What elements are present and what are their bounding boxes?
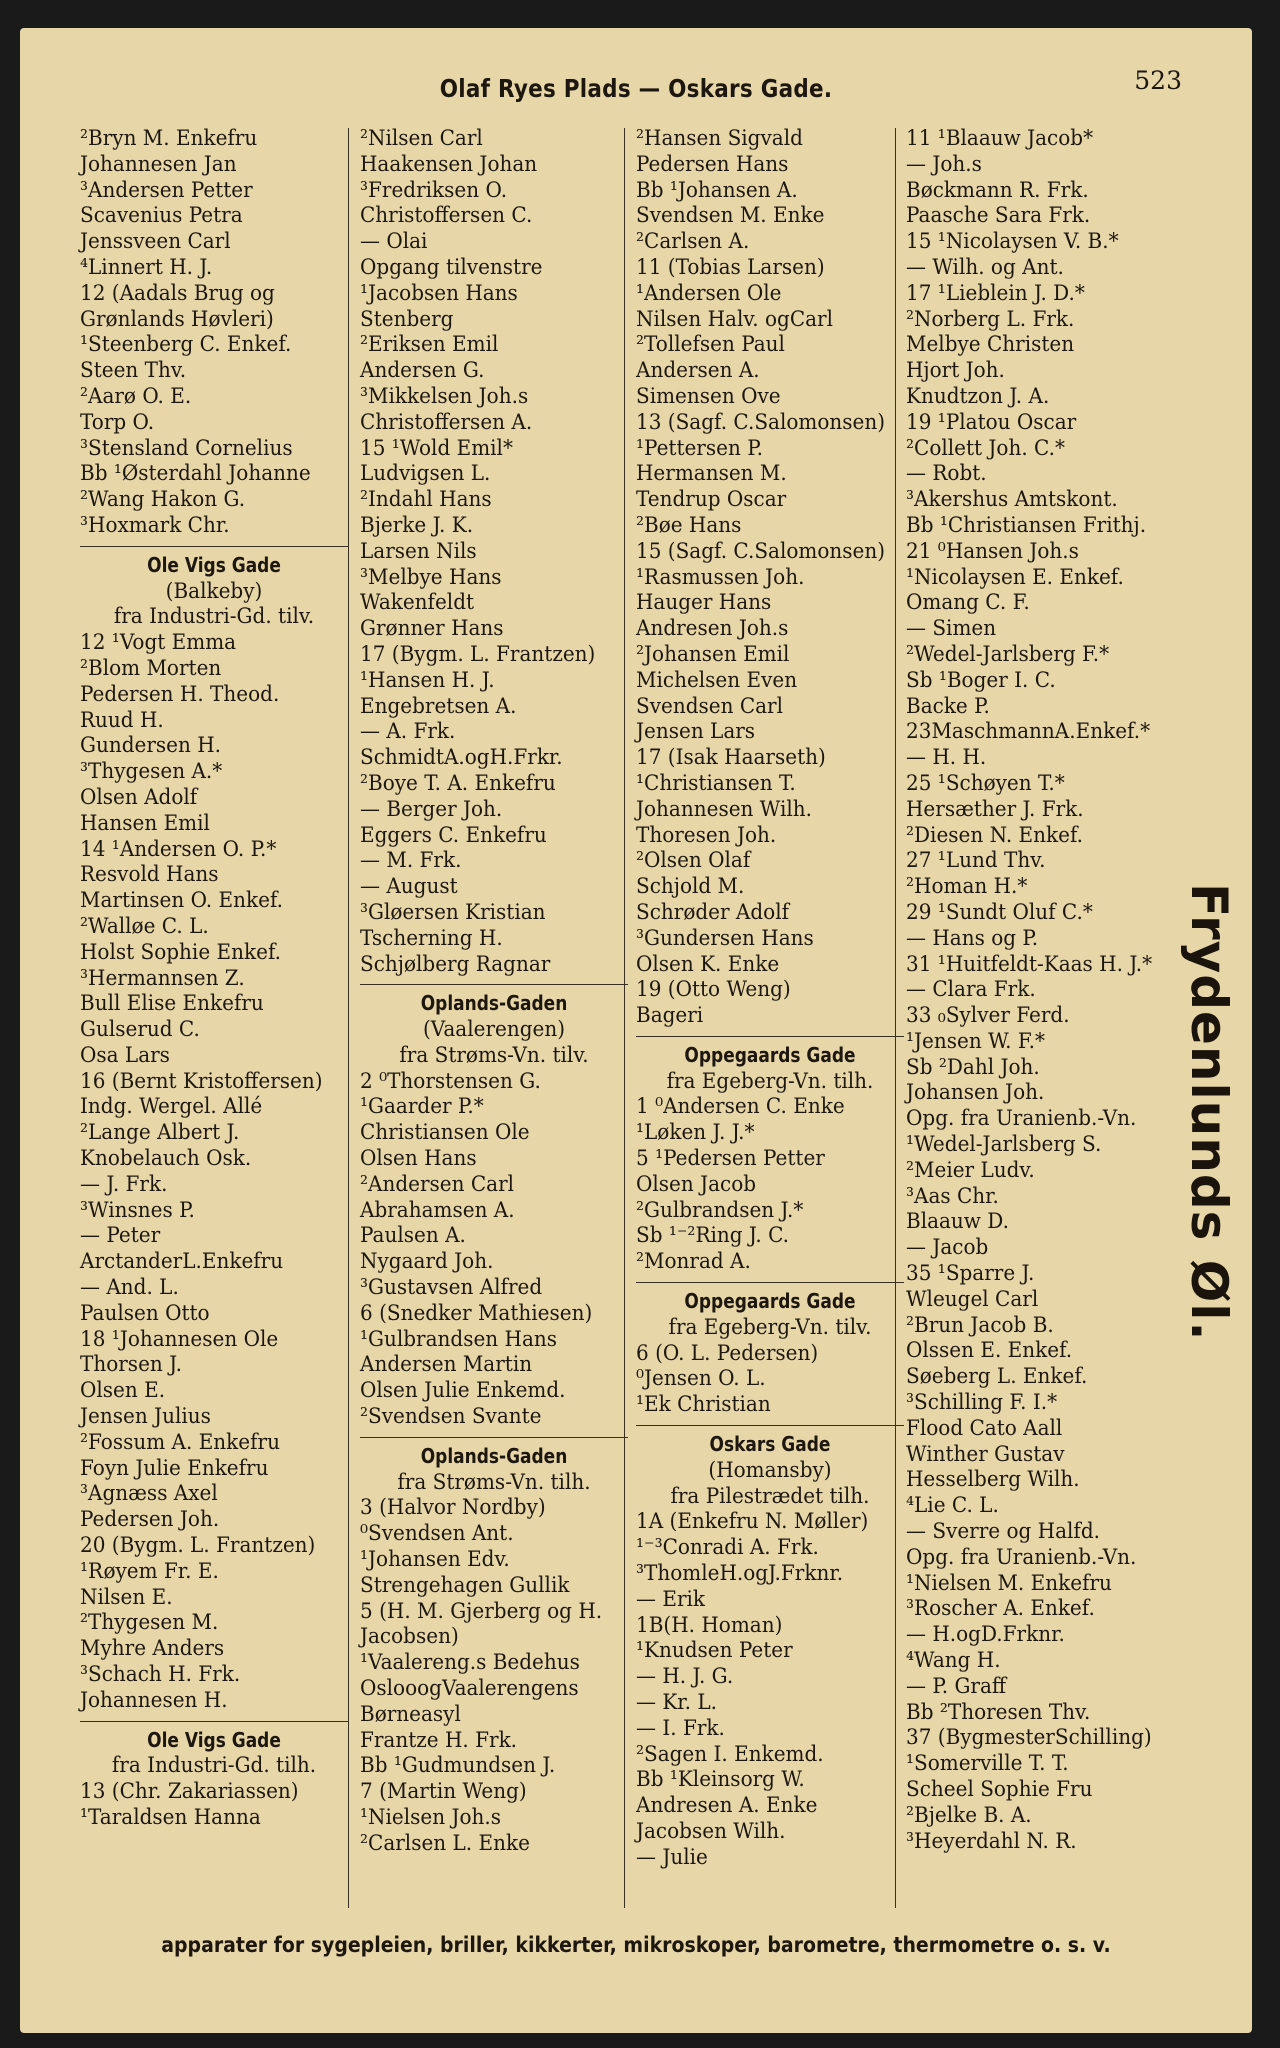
directory-entry: — H. H. xyxy=(906,745,987,771)
directory-column-4 xyxy=(906,126,1196,1854)
directory-entry: ¹Jensen W. F.* xyxy=(906,1028,1045,1054)
directory-entry: Pedersen H. Theod. xyxy=(80,681,280,707)
directory-entry: ³Mikkelsen Joh.s xyxy=(360,383,529,409)
directory-column-2 xyxy=(360,126,628,1857)
directory-entry: ¹Hansen H. J. xyxy=(360,667,495,693)
section-divider xyxy=(360,1430,628,1444)
directory-entry: ¹Christiansen T. xyxy=(636,770,796,796)
directory-entry: Wleugel Carl xyxy=(906,1286,1039,1312)
directory-entry: Hermansen M. xyxy=(636,461,787,487)
directory-entry: 19 ¹Platou Oscar xyxy=(906,409,1077,435)
directory-entry: Myhre Anders xyxy=(80,1636,225,1662)
directory-entry: 13 (Sagf. C.Salomonsen) xyxy=(636,409,886,435)
directory-entry: Andersen Martin xyxy=(360,1352,533,1378)
directory-entry: ¹Jacobsen Hans xyxy=(360,280,518,306)
directory-entry: ³Winsnes P. xyxy=(80,1197,195,1223)
directory-entry: ¹Nielsen M. Enkefru xyxy=(906,1570,1112,1596)
directory-entry: 6 (O. L. Pedersen) xyxy=(636,1340,819,1366)
directory-entry: Nygaard Joh. xyxy=(360,1249,494,1275)
directory-entry: Backe P. xyxy=(906,693,990,719)
directory-entry: 19 (Otto Weng) xyxy=(636,977,791,1003)
directory-entry: Scheel Sophie Fru xyxy=(906,1777,1093,1802)
directory-entry: ³Agnæss Axel xyxy=(80,1481,218,1507)
directory-entry: 12 (Aadals Brug og xyxy=(80,280,275,306)
directory-entry: Bjerke J. K. xyxy=(360,512,474,538)
directory-entry: Nilsen Halv. ogCarl xyxy=(636,306,834,332)
directory-entry: ³Schilling F. I.* xyxy=(906,1390,1058,1416)
directory-entry: Strengehagen Gullik xyxy=(360,1572,570,1598)
street-heading: Ole Vigs Gade xyxy=(147,552,281,577)
directory-entry: ³Schach H. Frk. xyxy=(80,1662,241,1688)
directory-entry: ²Thygesen M. xyxy=(80,1610,219,1636)
directory-entry: ²Tollefsen Paul xyxy=(636,332,785,358)
directory-entry: ¹Nielsen Joh.s xyxy=(360,1805,502,1830)
directory-entry: Børneasyl xyxy=(360,1701,461,1727)
directory-entry: ¹Andersen Ole xyxy=(636,280,782,306)
directory-entry: Nilsen E. xyxy=(80,1584,173,1610)
directory-entry: ²Brun Jacob B. xyxy=(906,1312,1054,1338)
directory-entry: ²Norberg L. Frk. xyxy=(906,306,1075,332)
page-number: 523 xyxy=(1134,66,1182,95)
directory-entry: 17 (Isak Haarseth) xyxy=(636,745,826,771)
directory-entry: 17 ¹Lieblein J. D.* xyxy=(906,280,1085,306)
directory-entry: — P. Graff xyxy=(906,1673,1007,1699)
directory-entry: Jensen Julius xyxy=(80,1404,211,1430)
directory-entry: Opg. fra Uranienb.-Vn. xyxy=(906,1106,1137,1132)
directory-entry: 31 ¹Huitfeldt-Kaas H. J.* xyxy=(906,951,1153,977)
directory-entry: 16 (Bernt Kristoffersen) xyxy=(80,1068,323,1094)
directory-entry: 1B(H. Homan) xyxy=(636,1612,783,1638)
directory-entry: 15 ¹Nicolaysen V. B.* xyxy=(906,229,1119,255)
directory-entry: Melbye Christen xyxy=(906,332,1075,358)
directory-entry: Wakenfeldt xyxy=(360,590,475,616)
directory-entry: Hauger Hans xyxy=(636,590,772,616)
directory-column-3 xyxy=(636,126,904,1871)
section-divider xyxy=(636,1418,904,1432)
directory-entry: Tscherning H. xyxy=(360,925,503,951)
street-subheading: fra Strøms-Vn. tilh. xyxy=(397,1469,591,1495)
directory-entry: ¹Rasmussen Joh. xyxy=(636,564,805,590)
directory-entry: ²Wedel-Jarlsberg F.* xyxy=(906,641,1110,667)
directory-entry: ³Gundersen Hans xyxy=(636,925,814,951)
directory-entry: ¹Steenberg C. Enkef. xyxy=(80,332,292,358)
directory-entry: ²Nilsen Carl xyxy=(360,126,483,151)
directory-entry: ²Fossum A. Enkefru xyxy=(80,1429,280,1455)
directory-entry: — Hans og P. xyxy=(906,925,1039,951)
directory-entry: ³Akershus Amtskont. xyxy=(906,487,1118,513)
directory-entry: ²Gulbrandsen J.* xyxy=(636,1197,804,1223)
directory-entry: Hersæther J. Frk. xyxy=(906,796,1084,822)
directory-entry: Gundersen H. xyxy=(80,733,222,759)
directory-entry: Bb ²Thoresen Thv. xyxy=(906,1699,1091,1725)
directory-entry: Winther Gustav xyxy=(906,1441,1065,1467)
directory-entry: Olsen Julie Enkemd. xyxy=(360,1378,566,1404)
directory-entry: Engebretsen A. xyxy=(360,693,517,719)
directory-entry: ³Melbye Hans xyxy=(360,564,502,590)
directory-entry: 20 (Bygm. L. Frantzen) xyxy=(80,1533,316,1559)
directory-entry: Foyn Julie Enkefru xyxy=(80,1455,269,1481)
directory-entry: — Wilh. og Ant. xyxy=(906,254,1064,280)
directory-entry: SchmidtA.ogH.Frkr. xyxy=(360,745,563,771)
directory-entry: ²Monrad A. xyxy=(636,1249,751,1275)
directory-entry: Blaauw D. xyxy=(906,1209,1009,1235)
directory-entry: 33 ₀Sylver Ferd. xyxy=(906,1003,1070,1029)
directory-entry: Torp O. xyxy=(80,409,155,435)
directory-entry: Paasche Sara Frk. xyxy=(906,203,1091,229)
directory-entry: Bb ¹Kleinsorg W. xyxy=(636,1767,805,1793)
directory-entry: ²Blom Morten xyxy=(80,655,222,681)
directory-entry: Paulsen Otto xyxy=(80,1300,210,1326)
directory-entry: Bb ¹Johansen A. xyxy=(636,177,798,203)
street-subheading: fra Industri-Gd. tilv. xyxy=(113,604,315,630)
directory-entry: Hjort Joh. xyxy=(906,358,1005,384)
directory-entry: ¹Røyem Fr. E. xyxy=(80,1558,219,1584)
directory-entry: Bb ¹Østerdahl Johanne xyxy=(80,461,311,487)
directory-entry: — Olai xyxy=(360,229,428,255)
directory-entry: ²Wang Hakon G. xyxy=(80,487,246,513)
street-subheading: (Homansby) xyxy=(708,1457,832,1483)
directory-entry: Schrøder Adolf xyxy=(636,899,789,925)
directory-entry: ¹Ek Christian xyxy=(636,1392,771,1418)
street-subheading: fra Egeberg-Vn. tilv. xyxy=(668,1314,872,1340)
directory-entry: ³Hoxmark Chr. xyxy=(80,512,230,538)
directory-entry: Jacobsen) xyxy=(360,1624,459,1650)
directory-entry: 5 ¹Pedersen Petter xyxy=(636,1146,825,1172)
directory-entry: — H.ogD.Frknr. xyxy=(906,1622,1065,1648)
directory-entry: 1 ⁰Andersen C. Enke xyxy=(636,1094,845,1120)
directory-entry: ²Boye T. A. Enkefru xyxy=(360,770,556,796)
directory-entry: Johannesen H. xyxy=(80,1687,228,1713)
directory-entry: Tendrup Oscar xyxy=(636,487,787,513)
directory-entry: Johansen Joh. xyxy=(906,1080,1045,1106)
section-divider xyxy=(636,1275,904,1289)
directory-entry: Thorsen J. xyxy=(80,1352,182,1378)
directory-entry: Knudtzon J. A. xyxy=(906,383,1050,409)
directory-entry: ⁰Jensen O. L. xyxy=(636,1366,766,1392)
directory-entry: ²Johansen Emil xyxy=(636,641,790,667)
directory-entry: Bull Elise Enkefru xyxy=(80,991,264,1017)
directory-entry: 29 ¹Sundt Oluf C.* xyxy=(906,899,1093,925)
directory-entry: Frantze H. Frk. xyxy=(360,1727,518,1753)
directory-entry: 17 (Bygm. L. Frantzen) xyxy=(360,641,596,667)
directory-entry: — Erik xyxy=(636,1586,706,1612)
directory-entry: Steen Thv. xyxy=(80,358,187,384)
directory-entry: Larsen Nils xyxy=(360,538,477,564)
directory-entry: ³Fredriksen O. xyxy=(360,177,508,203)
directory-entry: — Berger Joh. xyxy=(360,796,503,822)
directory-entry: ³Gløersen Kristian xyxy=(360,899,546,925)
directory-entry: ¹Knudsen Peter xyxy=(636,1638,793,1664)
directory-entry: Flood Cato Aall xyxy=(906,1415,1063,1441)
directory-entry: ²Olsen Olaf xyxy=(636,848,751,874)
directory-entry: Andersen G. xyxy=(360,358,485,384)
street-heading: Ole Vigs Gade xyxy=(147,1727,281,1752)
directory-entry: Abrahamsen A. xyxy=(360,1197,515,1223)
directory-entry: ⁴Linnert H. J. xyxy=(80,254,213,280)
directory-entry: ³Andersen Petter xyxy=(80,177,253,203)
directory-entry: 13 (Chr. Zakariassen) xyxy=(80,1779,299,1805)
directory-entry: ²Sagen I. Enkemd. xyxy=(636,1741,824,1767)
directory-entry: ²Bøe Hans xyxy=(636,512,742,538)
directory-entry: Svendsen Carl xyxy=(636,693,784,719)
directory-entry: ²Homan H.* xyxy=(906,874,1028,900)
directory-entry: Johannesen Jan xyxy=(80,151,237,177)
directory-entry: ⁴Wang H. xyxy=(906,1648,1001,1674)
column-divider xyxy=(348,128,349,1908)
street-heading: Oplands-Gaden xyxy=(420,991,568,1016)
directory-entry: 6 (Snedker Mathiesen) xyxy=(360,1300,593,1326)
directory-entry: Jacobsen Wilh. xyxy=(636,1819,786,1844)
directory-entry: Schjølberg Ragnar xyxy=(360,951,551,977)
directory-entry: ²Diesen N. Enkef. xyxy=(906,822,1084,848)
directory-entry: ¹Gulbrandsen Hans xyxy=(360,1326,558,1352)
directory-entry: 18 ¹Johannesen Ole xyxy=(80,1326,279,1352)
directory-entry: ¹Vaalereng.s Bedehus xyxy=(360,1650,580,1676)
directory-entry: Bb ¹Christiansen Frithj. xyxy=(906,512,1147,538)
directory-entry: — I. Frk. xyxy=(636,1715,725,1741)
street-heading: Oppegaards Gade xyxy=(684,1042,856,1067)
directory-entry: Hesselberg Wilh. xyxy=(906,1467,1080,1493)
directory-entry: Gulserud C. xyxy=(80,1017,200,1043)
directory-entry: ²Collett Joh. C.* xyxy=(906,435,1065,461)
directory-entry: — M. Frk. xyxy=(360,848,462,874)
directory-entry: ¹Gaarder P.* xyxy=(360,1094,484,1120)
directory-entry: ⁰Svendsen Ant. xyxy=(360,1521,514,1547)
directory-entry: Paulsen A. xyxy=(360,1223,466,1249)
directory-entry: Olssen E. Enkef. xyxy=(906,1338,1073,1364)
directory-entry: Svendsen M. Enke xyxy=(636,203,825,229)
directory-entry: Andresen Joh.s xyxy=(636,616,789,642)
directory-entry: — H. J. G. xyxy=(636,1664,734,1690)
directory-entry: 27 ¹Lund Thv. xyxy=(906,848,1046,874)
street-heading: Oskars Gade xyxy=(709,1432,831,1457)
street-subheading: (Balkeby) xyxy=(165,578,263,604)
directory-entry: — Peter xyxy=(80,1223,161,1249)
directory-entry: — Simen xyxy=(906,616,997,642)
directory-entry: ¹Taraldsen Hanna xyxy=(80,1805,261,1830)
directory-entry: Johannesen Wilh. xyxy=(636,796,813,822)
directory-entry: 3 (Halvor Nordby) xyxy=(360,1495,546,1521)
directory-column-1 xyxy=(80,126,348,1831)
directory-entry: Omang C. F. xyxy=(906,590,1030,616)
directory-page xyxy=(20,28,1252,2033)
directory-entry: Haakensen Johan xyxy=(360,151,538,177)
street-subheading: fra Strøms-Vn. tilv. xyxy=(399,1042,589,1068)
directory-entry: Olsen K. Enke xyxy=(636,951,780,977)
directory-entry: 25 ¹Schøyen T.* xyxy=(906,770,1065,796)
directory-entry: ³Thygesen A.* xyxy=(80,759,223,785)
street-subheading: fra Industri-Gd. tilh. xyxy=(111,1753,317,1779)
directory-entry: Eggers C. Enkefru xyxy=(360,822,547,848)
directory-entry: Pedersen Hans xyxy=(636,151,789,177)
section-divider xyxy=(360,977,628,991)
page-header-title: Olaf Ryes Plads — Oskars Gade. xyxy=(439,74,833,103)
directory-entry: ²Carlsen L. Enke xyxy=(360,1830,530,1856)
directory-entry: Søeberg L. Enkef. xyxy=(906,1364,1088,1390)
street-heading: Oplands-Gaden xyxy=(420,1443,568,1468)
directory-entry: — Sverre og Halfd. xyxy=(906,1519,1100,1545)
directory-entry: — Kr. L. xyxy=(636,1690,717,1716)
directory-entry: 37 (BygmesterSchilling) xyxy=(906,1725,1152,1751)
directory-entry: Christiansen Ole xyxy=(360,1120,530,1146)
directory-entry: ²Andersen Carl xyxy=(360,1171,515,1197)
directory-entry: Scavenius Petra xyxy=(80,203,243,229)
directory-entry: ²Bryn M. Enkefru xyxy=(80,126,258,151)
directory-entry: Christoffersen A. xyxy=(360,409,533,435)
directory-entry: ²Bjelke B. A. xyxy=(906,1802,1032,1828)
directory-entry: Olsen Hans xyxy=(360,1146,477,1172)
directory-entry: — J. Frk. xyxy=(80,1171,168,1197)
directory-entry: ²Walløe C. L. xyxy=(80,913,209,939)
directory-entry: 1A (Enkefru N. Møller) xyxy=(636,1509,869,1535)
directory-entry: ¹Wedel-Jarlsberg S. xyxy=(906,1132,1102,1158)
directory-entry: ¹Nicolaysen E. Enkef. xyxy=(906,564,1124,590)
directory-entry: Bøckmann R. Frk. xyxy=(906,177,1089,203)
directory-entry: ArctanderL.Enkefru xyxy=(80,1249,284,1275)
directory-entry: ³Hermannsen Z. xyxy=(80,965,245,991)
directory-entry: Grønlands Høvleri) xyxy=(80,306,274,332)
directory-entry: 11 (Tobias Larsen) xyxy=(636,254,825,280)
directory-entry: Ludvigsen L. xyxy=(360,461,491,487)
directory-entry: ²Eriksen Emil xyxy=(360,332,499,358)
directory-entry: Jensen Lars xyxy=(636,719,756,745)
directory-entry: — Julie xyxy=(636,1844,708,1870)
directory-entry: Andresen A. Enke xyxy=(636,1793,818,1819)
directory-entry: 15 ¹Wold Emil* xyxy=(360,435,513,461)
street-heading: Oppegaards Gade xyxy=(684,1289,856,1314)
directory-entry: Opgang tilvenstre xyxy=(360,254,543,280)
directory-entry: Olsen Jacob xyxy=(636,1171,757,1197)
directory-entry: — Clara Frk. xyxy=(906,977,1036,1003)
directory-entry: 7 (Martin Weng) xyxy=(360,1779,527,1805)
directory-entry: 15 (Sagf. C.Salomonsen) xyxy=(636,538,886,564)
directory-entry: Jenssveen Carl xyxy=(80,229,231,255)
street-subheading: fra Pilestrædet tilh. xyxy=(670,1483,870,1509)
directory-entry: — August xyxy=(360,874,458,900)
section-divider xyxy=(636,1029,904,1043)
directory-entry: Grønner Hans xyxy=(360,616,504,642)
directory-entry: — Robt. xyxy=(906,461,987,487)
section-divider xyxy=(80,539,348,553)
directory-entry: OslooogVaalerengens xyxy=(360,1676,579,1702)
street-subheading: fra Egeberg-Vn. tilh. xyxy=(666,1068,874,1094)
directory-entry: Hansen Emil xyxy=(80,810,210,836)
directory-entry: ¹Pettersen P. xyxy=(636,435,763,461)
directory-entry: Pedersen Joh. xyxy=(80,1507,220,1533)
directory-entry: Christoffersen C. xyxy=(360,203,533,229)
directory-entry: ¹Somerville T. T. xyxy=(906,1751,1069,1777)
directory-entry: Opg. fra Uranienb.-Vn. xyxy=(906,1544,1137,1570)
directory-entry: ²Svendsen Svante xyxy=(360,1404,542,1430)
directory-entry: ³Heyerdahl N. R. xyxy=(906,1828,1077,1854)
directory-entry: ³Stensland Cornelius xyxy=(80,435,293,461)
directory-entry: Indg. Wergel. Allé xyxy=(80,1094,263,1120)
directory-entry: Sb ²Dahl Joh. xyxy=(906,1054,1040,1080)
directory-entry: 14 ¹Andersen O. P.* xyxy=(80,836,277,862)
directory-entry: ³Gustavsen Alfred xyxy=(360,1275,543,1301)
directory-entry: Sb ¹Boger I. C. xyxy=(906,667,1056,693)
directory-entry: 35 ¹Sparre J. xyxy=(906,1261,1035,1287)
directory-entry: ¹Løken J. J.* xyxy=(636,1120,755,1146)
directory-entry: Bb ¹Gudmundsen J. xyxy=(360,1753,556,1779)
directory-entry: Schjold M. xyxy=(636,874,745,900)
directory-entry: ²Hansen Sigvald xyxy=(636,126,803,151)
side-advertisement: Frydenlunds Øl. xyxy=(1180,883,1238,1342)
directory-entry: Osa Lars xyxy=(80,1042,170,1068)
directory-entry: — And. L. xyxy=(80,1275,179,1301)
directory-entry: 5 (H. M. Gjerberg og H. xyxy=(360,1598,603,1624)
directory-entry: Simensen Ove xyxy=(636,383,781,409)
directory-entry: Thoresen Joh. xyxy=(636,822,777,848)
directory-entry: ²Carlsen A. xyxy=(636,229,750,255)
directory-entry: ¹Johansen Edv. xyxy=(360,1547,510,1573)
street-subheading: (Vaalerengen) xyxy=(422,1017,566,1043)
directory-entry: ⁴Lie C. L. xyxy=(906,1493,999,1519)
directory-entry: ¹⁻³Conradi A. Frk. xyxy=(636,1535,819,1561)
directory-entry: Ruud H. xyxy=(80,707,164,733)
directory-entry: — Joh.s xyxy=(906,151,982,177)
directory-entry: Olsen Adolf xyxy=(80,784,198,810)
directory-entry: ²Lange Albert J. xyxy=(80,1120,240,1146)
directory-entry: ²Aarø O. E. xyxy=(80,383,192,409)
directory-entry: 23MaschmannA.Enkef.* xyxy=(906,719,1151,745)
directory-entry: Stenberg xyxy=(360,306,454,332)
directory-entry: Holst Sophie Enkef. xyxy=(80,939,281,965)
directory-entry: ²Meier Ludv. xyxy=(906,1157,1035,1183)
directory-entry: ³ThomleH.ogJ.Frknr. xyxy=(636,1561,844,1587)
directory-entry: Knobelauch Osk. xyxy=(80,1146,252,1172)
directory-entry: ³Aas Chr. xyxy=(906,1183,999,1209)
directory-entry: 12 ¹Vogt Emma xyxy=(80,630,237,656)
directory-entry: Olsen E. xyxy=(80,1378,166,1404)
directory-entry: — A. Frk. xyxy=(360,719,456,745)
footer-advertisement: apparater for sygepleien, briller, kikkerter, mikroskoper, barometre, thermometre o. s. v. xyxy=(161,1933,1111,1957)
directory-entry: Andersen A. xyxy=(636,358,760,384)
directory-entry: ³Roscher A. Enkef. xyxy=(906,1596,1095,1622)
directory-entry: 2 ⁰Thorstensen G. xyxy=(360,1068,541,1094)
directory-entry: Sb ¹⁻²Ring J. C. xyxy=(636,1223,790,1249)
directory-entry: 21 ⁰Hansen Joh.s xyxy=(906,538,1079,564)
directory-entry: Michelsen Even xyxy=(636,667,798,693)
directory-entry: — Jacob xyxy=(906,1235,989,1261)
directory-entry: 11 ¹Blaauw Jacob* xyxy=(906,126,1094,151)
directory-entry: ²Indahl Hans xyxy=(360,487,492,513)
directory-entry: Resvold Hans xyxy=(80,862,219,888)
section-divider xyxy=(80,1714,348,1728)
directory-entry: Martinsen O. Enkef. xyxy=(80,888,283,914)
directory-entry: Bageri xyxy=(636,1003,704,1029)
